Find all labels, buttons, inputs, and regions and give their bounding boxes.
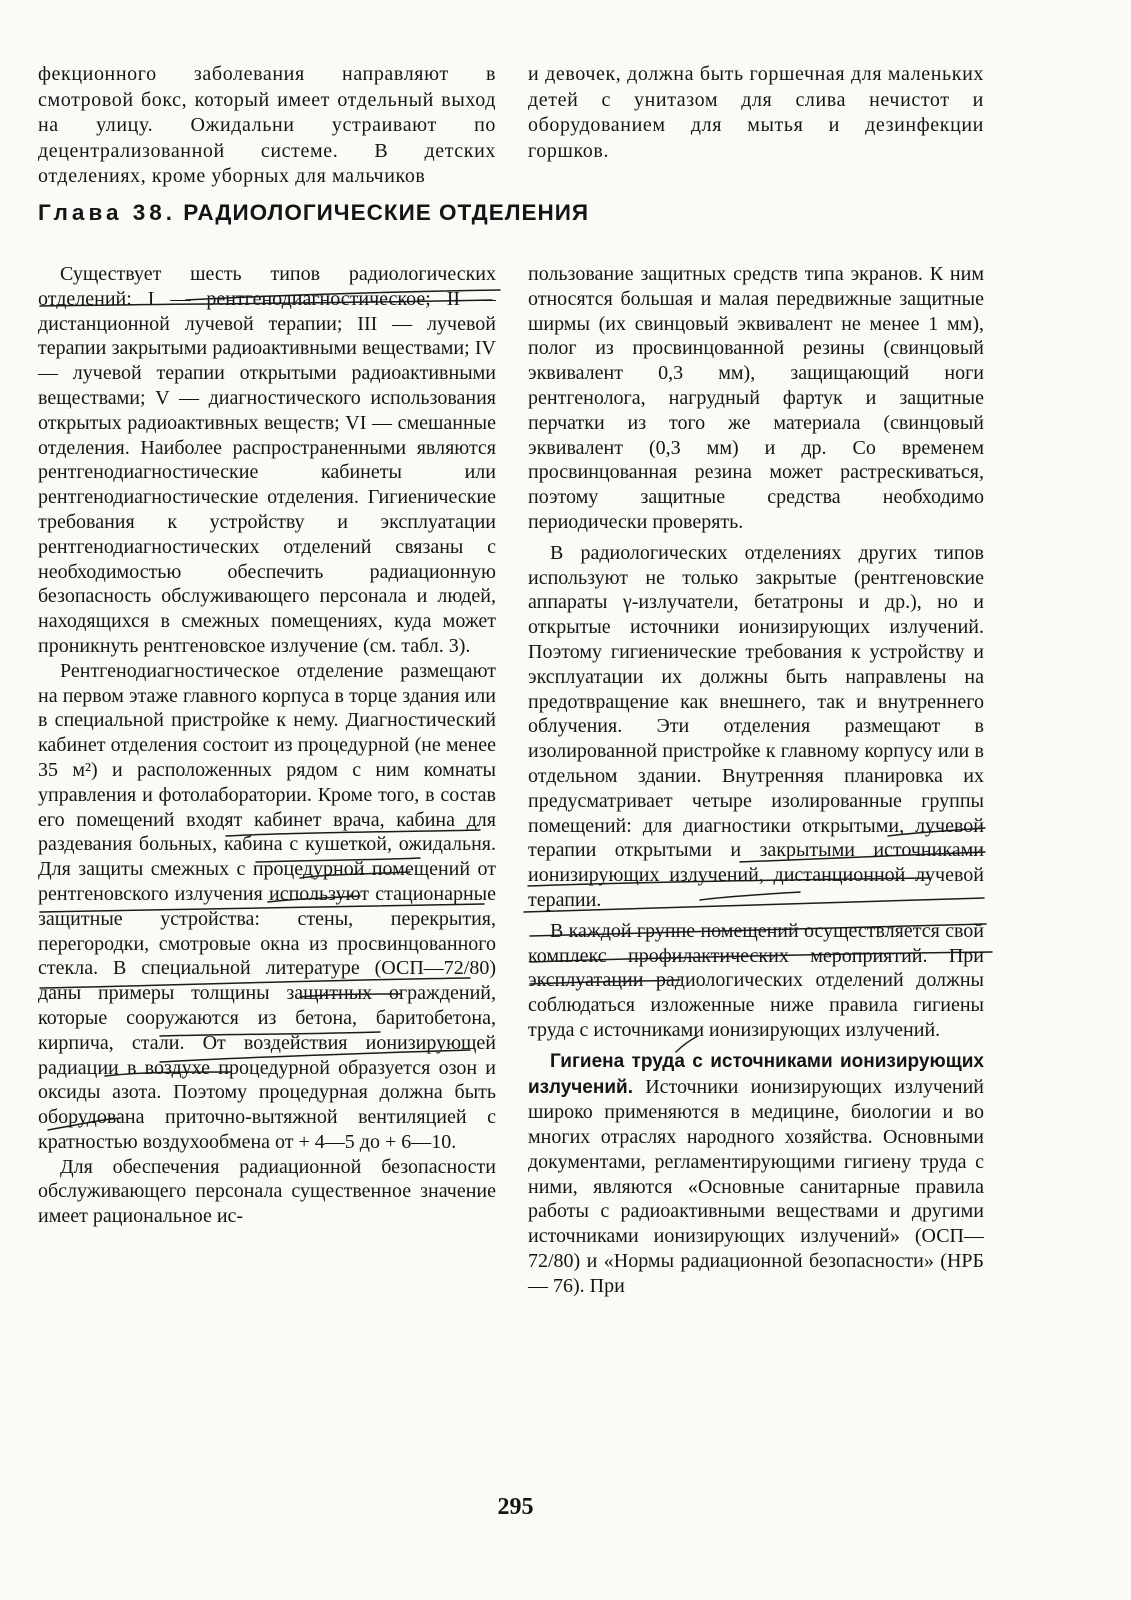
left-column <box>38 262 496 1229</box>
chapter-heading <box>38 200 938 226</box>
right-paragraph-1: пользование защитных средств типа экранов. К ним относятся большая и малая передвижные защитные ширмы (их свинцовый эквивалент не менее 1 мм), полог из просвинцованной резины (свинцовый эквивалент 0,3 мм), защищающий ноги рентгенолога, нагрудный фартук и защитные перчатки из того же материала (свинцовый эквивалент (0,3 мм) и др. Со временем просвинцованная резина может растрескиваться, поэтому защитные средства необходимо периодически проверять. <box>528 263 984 533</box>
right-paragraph-4 <box>528 1049 984 1299</box>
section-run-in-heading: Гигиена труда с источниками ионизирующих излучений. <box>528 1050 984 1098</box>
right-paragraph-2: В радиологических отделениях других типов используют не только закрытые (рентгеновские аппараты γ-излучатели, бетатроны и др.), но и открытые источники ионизирующих излучений. Поэтому гигиенические требования к устройству и эксплуатации их должны быть направлены на предотвращение как внешнего, так и внутреннего облучения. Эти отделения размещают в изолированной пристройке к главному корпусу или в отдельном здании. Внутренняя планировка их предусматривает четыре изолированные группы помещений: для диагностики открытыми, лучевой терапии открытыми и закрытыми источниками ионизирующих излучений, дистанционной лучевой терапии. <box>528 541 984 911</box>
top-right-paragraph: и девочек, должна быть горшечная для маленьких детей с унитазом для слива нечистот и оборудованием для мытья и дезинфекции горшков. <box>528 63 984 162</box>
chapter-label: Глава 38. <box>38 200 177 225</box>
top-left-paragraph: фекционного заболевания направляют в смотровой бокс, который имеет отдельный выход на улицу. Ожидальни устраивают по децентрализованной системе. В детских отделениях, кроме уборных для мальчиков <box>38 63 496 188</box>
left-paragraph-1: Существует шесть типов радиологических отделений: I — рентгенодиагностическое; II — дистанционной лучевой терапии; III — лучевой терапии закрытыми радиоактивными веществами; IV — лучевой терапии открытыми радиоактивными веществами; V — диагностического использования открытых радиоактивных веществ; VI — смешанные отделения. Наиболее распространенными являются рентгенодиагностические кабинеты или рентгенодиагностические отделения. Гигиенические требования к устройству и эксплуатации рентгенодиагностических отделений связаны с необходимостью обеспечить радиационную безопасность обслуживающего персонала и людей, находящихся в смежных помещениях, куда может проникнуть рентгеновское излучение (см. табл. 3). <box>38 263 496 657</box>
right-paragraph-3: В каждой группе помещений осуществляется свой комплекс профилактических мероприятий. При эксплуатации радиологических отделений должны соблюдаться изложенные ниже правила гигиены труда с источниками ионизирующих излучений. <box>528 919 984 1041</box>
chapter-title: РАДИОЛОГИЧЕСКИЕ ОТДЕЛЕНИЯ <box>183 200 590 225</box>
top-right-column <box>528 62 984 164</box>
page-number: 295 <box>497 1494 534 1520</box>
left-paragraph-3: Для обеспечения радиационной безопасности обслуживающего персонала существенное значение имеет рациональное ис- <box>38 1155 496 1228</box>
section-body-text: Источники ионизирующих излучений широко применяются в медицине, биологии и во многих отраслях народного хозяйства. Основными документами, регламентирующими гигиену труда с ними, являются «Основные санитарные правила работы с радиоактивными веществами и другими источниками ионизирующих излучений» (ОСП—72/80) и «Нормы радиационной безопасности» (НРБ — 76). При <box>528 1075 984 1297</box>
left-paragraph-2: Рентгенодиагностическое отделение размещают на первом этаже главного корпуса в торце здания или в специальной пристройке к нему. Диагностический кабинет отделения состоит из процедурной (не менее 35 м²) и расположенных рядом с ним комнаты управления и фотолаборатории. Кроме того, в состав его помещений входят кабинет врача, кабина для раздевания больных, кабина с кушеткой, ожидальня. Для защиты смежных с процедурной помещений от рентгеновского излучения используют стационарные защитные устройства: стены, перекрытия, перегородки, смотровые окна из просвинцованного стекла. В специальной литературе (ОСП—72/80) даны примеры толщины защитных ограждений, которые сооружаются из бетона, баритобетона, кирпича, стали. От воздействия ионизирующей радиации в воздухе процедурной образуется озон и оксиды азота. Поэтому процедурная должна быть оборудована приточно-вытяжной вентиляцией с кратностью воздухообмена от + 4—5 до + 6—10. <box>38 659 496 1153</box>
top-left-column <box>38 62 496 190</box>
right-column <box>528 262 984 1299</box>
